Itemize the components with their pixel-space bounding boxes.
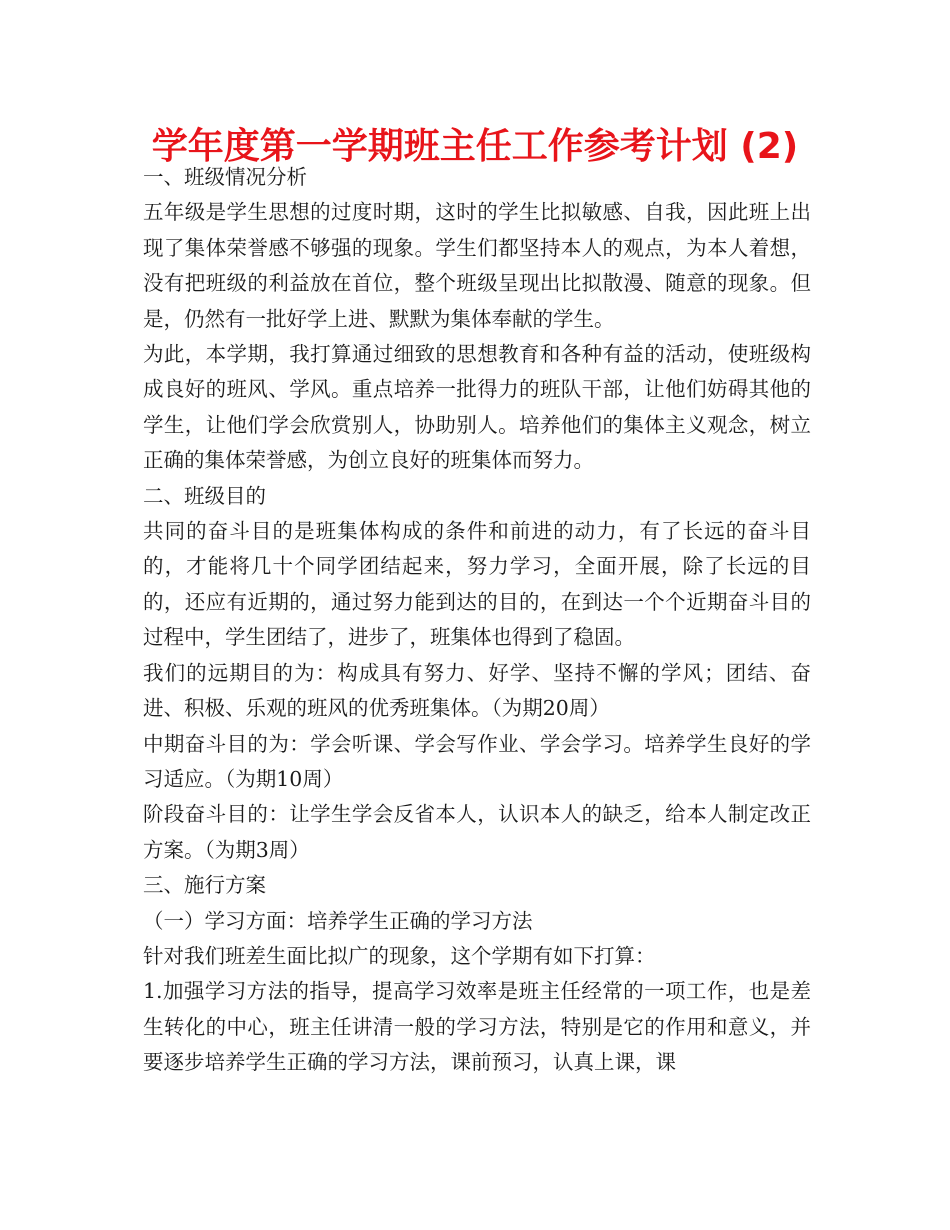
paragraph: 1.加强学习方法的指导，提高学习效率是班主任经常的一项工作，也是差生转化的中心，班主任讲清一般的学习方法，特别是它的作用和意义，并要逐步培养学生正确的学习方法，课前预习，认真上课，课 <box>143 979 811 1075</box>
paragraph: 为此，本学期，我打算通过细致的思想教育和各种有益的活动，使班级构成良好的班风、学风。重点培养一批得力的班队干部，让他们妨碍其他的学生，让他们学会欣赏别人，协助别人。培养他们的集体主义观念，树立正确的集体荣誉感，为创立良好的班集体而努力。 <box>143 342 811 473</box>
subsection-heading-study: （一）学习方面：培养学生正确的学习方法 <box>143 908 533 933</box>
section-heading-implementation: 三、施行方案 <box>143 873 266 898</box>
document-body <box>143 160 811 1081</box>
paragraph: 五年级是学生思想的过度时期，这时的学生比拟敏感、自我，因此班上出现了集体荣誉感不够强的现象。学生们都坚持本人的观点，为本人着想，没有把班级的利益放在首位，整个班级呈现出比拟散漫、随意的现象。但是，仍然有一批好学上进、默默为集体奉献的学生。 <box>143 200 811 331</box>
paragraph: 我们的远期目的为：构成具有努力、好学、坚持不懈的学风；团结、奋进、积极、乐观的班风的优秀班集体。（为期20周） <box>143 660 811 721</box>
document-title: 学年度第一学期班主任工作参考计划 (2) <box>151 126 799 167</box>
section-heading-class-analysis: 一、班级情况分析 <box>143 165 307 189</box>
paragraph: 针对我们班差生面比拟广的现象，这个学期有如下打算： <box>143 943 656 968</box>
paragraph: 中期奋斗目的为：学会听课、学会写作业、学会学习。培养学生良好的学习适应。（为期10周） <box>143 731 811 791</box>
paragraph: 共同的奋斗目的是班集体构成的条件和前进的动力，有了长远的奋斗目的，才能将几十个同学团结起来，努力学习，全面开展，除了长远的目的，还应有近期的，通过努力能到达的目的，在到达一个个近期奋斗目的过程中，学生团结了，进步了，班集体也得到了稳固。 <box>143 519 811 650</box>
section-heading-class-goals: 二、班级目的 <box>143 483 266 508</box>
paragraph: 阶段奋斗目的：让学生学会反省本人，认识本人的缺乏，给本人制定改正方案。（为期3周） <box>143 802 811 862</box>
